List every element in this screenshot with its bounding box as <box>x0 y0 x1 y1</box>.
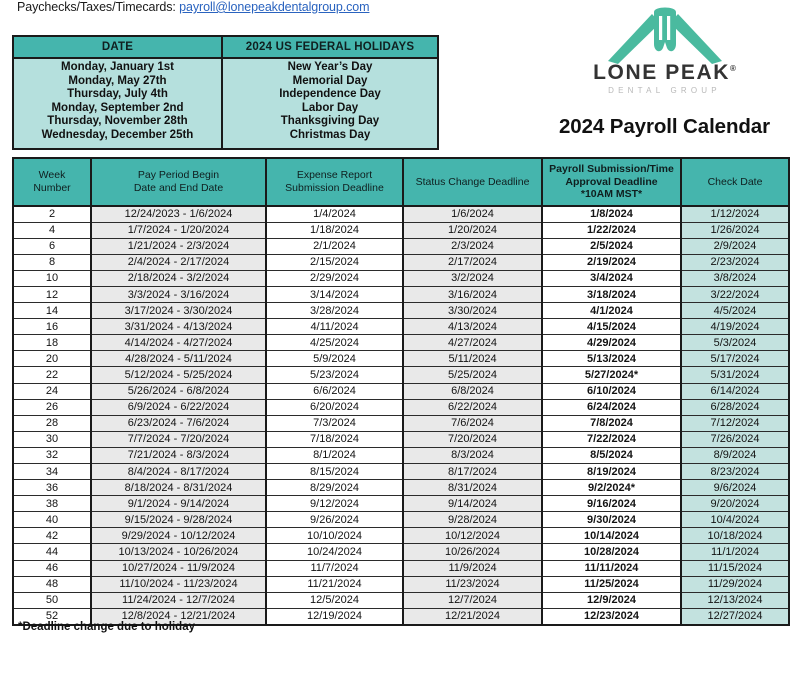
table-row <box>13 319 789 335</box>
cell-week-number: 50 <box>13 592 91 608</box>
cell-check-date: 5/3/2024 <box>681 335 789 351</box>
cell-expense-deadline: 9/12/2024 <box>266 496 403 512</box>
cell-payroll-submission-deadline: 6/24/2024 <box>542 399 681 415</box>
table-row <box>13 383 789 399</box>
cell-check-date: 11/29/2024 <box>681 576 789 592</box>
cell-week-number: 18 <box>13 335 91 351</box>
cell-payroll-submission-deadline: 5/27/2024* <box>542 367 681 383</box>
cell-status-change-deadline: 1/6/2024 <box>403 206 542 223</box>
cell-status-change-deadline: 9/14/2024 <box>403 496 542 512</box>
table-row <box>13 496 789 512</box>
cell-week-number: 4 <box>13 222 91 238</box>
cell-check-date: 1/12/2024 <box>681 206 789 223</box>
cell-expense-deadline: 12/5/2024 <box>266 592 403 608</box>
cell-pay-period: 12/8/2024 - 12/21/2024 <box>91 608 266 625</box>
cell-expense-deadline: 2/1/2024 <box>266 238 403 254</box>
cell-payroll-submission-deadline: 4/15/2024 <box>542 319 681 335</box>
payroll-email-link[interactable]: payroll@lonepeakdentalgroup.com <box>179 0 370 14</box>
table-row <box>13 399 789 415</box>
cell-expense-deadline: 4/11/2024 <box>266 319 403 335</box>
table-row <box>13 464 789 480</box>
cell-payroll-submission-deadline: 10/14/2024 <box>542 528 681 544</box>
holidays-body-row <box>13 58 438 149</box>
cell-week-number: 6 <box>13 238 91 254</box>
list-item: Thursday, November 28th <box>47 115 188 128</box>
cell-status-change-deadline: 6/8/2024 <box>403 383 542 399</box>
cell-week-number: 34 <box>13 464 91 480</box>
cell-payroll-submission-deadline: 10/28/2024 <box>542 544 681 560</box>
holidays-col-date-header: DATE <box>13 36 222 58</box>
cell-status-change-deadline: 10/12/2024 <box>403 528 542 544</box>
list-item: Monday, September 2nd <box>51 101 184 114</box>
cell-check-date: 12/13/2024 <box>681 592 789 608</box>
cell-week-number: 16 <box>13 319 91 335</box>
list-item: Wednesday, December 25th <box>41 128 194 141</box>
list-item: Memorial Day <box>292 74 368 87</box>
table-row <box>13 254 789 270</box>
cell-payroll-submission-deadline: 2/5/2024 <box>542 238 681 254</box>
cell-pay-period: 3/17/2024 - 3/30/2024 <box>91 303 266 319</box>
cell-check-date: 5/31/2024 <box>681 367 789 383</box>
cell-pay-period: 8/18/2024 - 8/31/2024 <box>91 480 266 496</box>
contact-label: Paychecks/Taxes/Timecards: <box>17 0 176 14</box>
cell-week-number: 46 <box>13 560 91 576</box>
cell-expense-deadline: 6/20/2024 <box>266 399 403 415</box>
lone-peak-mountain-tooth-logo-icon <box>604 4 726 64</box>
cell-check-date: 6/28/2024 <box>681 399 789 415</box>
cell-check-date: 8/23/2024 <box>681 464 789 480</box>
cell-week-number: 14 <box>13 303 91 319</box>
col-header-status-text: Status Change Deadline <box>415 175 530 188</box>
registered-mark-icon: ® <box>730 64 736 73</box>
table-row <box>13 576 789 592</box>
cell-payroll-submission-deadline: 9/2/2024* <box>542 480 681 496</box>
cell-week-number: 20 <box>13 351 91 367</box>
table-row <box>13 270 789 286</box>
col-header-week-line2: Number <box>33 181 71 194</box>
col-header-week-number <box>13 158 91 206</box>
table-row <box>13 351 789 367</box>
table-row <box>13 480 789 496</box>
cell-week-number: 44 <box>13 544 91 560</box>
table-row <box>13 447 789 463</box>
cell-check-date: 11/15/2024 <box>681 560 789 576</box>
cell-expense-deadline: 6/6/2024 <box>266 383 403 399</box>
cell-status-change-deadline: 10/26/2024 <box>403 544 542 560</box>
cell-status-change-deadline: 5/11/2024 <box>403 351 542 367</box>
logo-subtitle: DENTAL GROUP <box>608 86 721 95</box>
cell-check-date: 11/1/2024 <box>681 544 789 560</box>
cell-payroll-submission-deadline: 9/30/2024 <box>542 512 681 528</box>
cell-check-date: 3/22/2024 <box>681 286 789 302</box>
cell-payroll-submission-deadline: 7/8/2024 <box>542 415 681 431</box>
col-header-expense-line1: Expense Report <box>296 169 373 182</box>
cell-status-change-deadline: 5/25/2024 <box>403 367 542 383</box>
cell-pay-period: 3/3/2024 - 3/16/2024 <box>91 286 266 302</box>
cell-week-number: 32 <box>13 447 91 463</box>
cell-status-change-deadline: 8/17/2024 <box>403 464 542 480</box>
cell-status-change-deadline: 11/23/2024 <box>403 576 542 592</box>
cell-status-change-deadline: 4/13/2024 <box>403 319 542 335</box>
table-row <box>13 431 789 447</box>
col-header-payroll-submission <box>542 158 681 206</box>
holidays-header-row <box>13 36 438 58</box>
cell-pay-period: 1/7/2024 - 1/20/2024 <box>91 222 266 238</box>
cell-week-number: 42 <box>13 528 91 544</box>
cell-pay-period: 11/10/2024 - 11/23/2024 <box>91 576 266 592</box>
cell-expense-deadline: 1/18/2024 <box>266 222 403 238</box>
list-item: Christmas Day <box>289 128 371 141</box>
table-row <box>13 415 789 431</box>
cell-pay-period: 5/26/2024 - 6/8/2024 <box>91 383 266 399</box>
holiday-dates-cell <box>13 58 222 149</box>
cell-payroll-submission-deadline: 12/23/2024 <box>542 608 681 625</box>
cell-check-date: 2/9/2024 <box>681 238 789 254</box>
cell-week-number: 10 <box>13 270 91 286</box>
cell-payroll-submission-deadline: 11/11/2024 <box>542 560 681 576</box>
cell-expense-deadline: 2/15/2024 <box>266 254 403 270</box>
cell-check-date: 4/5/2024 <box>681 303 789 319</box>
payroll-calendar-table <box>12 157 790 626</box>
cell-week-number: 36 <box>13 480 91 496</box>
cell-payroll-submission-deadline: 6/10/2024 <box>542 383 681 399</box>
cell-expense-deadline: 2/29/2024 <box>266 270 403 286</box>
cell-pay-period: 10/13/2024 - 10/26/2024 <box>91 544 266 560</box>
cell-pay-period: 9/29/2024 - 10/12/2024 <box>91 528 266 544</box>
cell-payroll-submission-deadline: 3/4/2024 <box>542 270 681 286</box>
list-item: Labor Day <box>301 101 359 114</box>
cell-check-date: 5/17/2024 <box>681 351 789 367</box>
cell-pay-period: 4/28/2024 - 5/11/2024 <box>91 351 266 367</box>
list-item: Thanksgiving Day <box>280 115 380 128</box>
list-item: Monday, May 27th <box>68 74 167 87</box>
col-header-week-line1: Week <box>38 169 66 182</box>
cell-pay-period: 2/18/2024 - 3/2/2024 <box>91 270 266 286</box>
cell-status-change-deadline: 2/3/2024 <box>403 238 542 254</box>
cell-status-change-deadline: 4/27/2024 <box>403 335 542 351</box>
list-item: New Year’s Day <box>287 61 373 73</box>
table-row <box>13 335 789 351</box>
cell-pay-period: 9/15/2024 - 9/28/2024 <box>91 512 266 528</box>
cell-pay-period: 6/9/2024 - 6/22/2024 <box>91 399 266 415</box>
cell-expense-deadline: 8/1/2024 <box>266 447 403 463</box>
table-row <box>13 512 789 528</box>
cell-status-change-deadline: 2/17/2024 <box>403 254 542 270</box>
cell-week-number: 8 <box>13 254 91 270</box>
cell-payroll-submission-deadline: 7/22/2024 <box>542 431 681 447</box>
cell-pay-period: 2/4/2024 - 2/17/2024 <box>91 254 266 270</box>
cell-status-change-deadline: 12/21/2024 <box>403 608 542 625</box>
cell-status-change-deadline: 3/16/2024 <box>403 286 542 302</box>
cell-status-change-deadline: 3/2/2024 <box>403 270 542 286</box>
cell-week-number: 22 <box>13 367 91 383</box>
cell-week-number: 2 <box>13 206 91 223</box>
cell-payroll-submission-deadline: 11/25/2024 <box>542 576 681 592</box>
cell-week-number: 24 <box>13 383 91 399</box>
cell-expense-deadline: 9/26/2024 <box>266 512 403 528</box>
cell-expense-deadline: 8/29/2024 <box>266 480 403 496</box>
cell-check-date: 4/19/2024 <box>681 319 789 335</box>
cell-check-date: 10/4/2024 <box>681 512 789 528</box>
cell-pay-period: 6/23/2024 - 7/6/2024 <box>91 415 266 431</box>
cell-expense-deadline: 7/3/2024 <box>266 415 403 431</box>
col-header-status-change <box>403 158 542 206</box>
cell-week-number: 12 <box>13 286 91 302</box>
cell-payroll-submission-deadline: 1/22/2024 <box>542 222 681 238</box>
cell-check-date: 2/23/2024 <box>681 254 789 270</box>
cell-check-date: 7/26/2024 <box>681 431 789 447</box>
cell-check-date: 3/8/2024 <box>681 270 789 286</box>
cell-pay-period: 7/21/2024 - 8/3/2024 <box>91 447 266 463</box>
cell-expense-deadline: 5/23/2024 <box>266 367 403 383</box>
holiday-names-cell <box>222 58 438 149</box>
cell-pay-period: 9/1/2024 - 9/14/2024 <box>91 496 266 512</box>
cell-pay-period: 7/7/2024 - 7/20/2024 <box>91 431 266 447</box>
payroll-header-row <box>13 158 789 206</box>
col-header-payperiod-line2: Date and End Date <box>133 181 224 194</box>
cell-expense-deadline: 11/21/2024 <box>266 576 403 592</box>
cell-status-change-deadline: 1/20/2024 <box>403 222 542 238</box>
list-item: Independence Day <box>279 88 381 101</box>
footnote-deadline-change: *Deadline change due to holiday <box>18 621 196 633</box>
cell-pay-period: 12/24/2023 - 1/6/2024 <box>91 206 266 223</box>
cell-status-change-deadline: 11/9/2024 <box>403 560 542 576</box>
cell-pay-period: 4/14/2024 - 4/27/2024 <box>91 335 266 351</box>
cell-week-number: 38 <box>13 496 91 512</box>
cell-payroll-submission-deadline: 8/19/2024 <box>542 464 681 480</box>
cell-status-change-deadline: 7/6/2024 <box>403 415 542 431</box>
cell-status-change-deadline: 9/28/2024 <box>403 512 542 528</box>
cell-expense-deadline: 3/14/2024 <box>266 286 403 302</box>
cell-payroll-submission-deadline: 3/18/2024 <box>542 286 681 302</box>
cell-expense-deadline: 7/18/2024 <box>266 431 403 447</box>
holiday-names-list <box>225 61 435 143</box>
cell-pay-period: 1/21/2024 - 2/3/2024 <box>91 238 266 254</box>
logo-wordmark <box>537 62 792 83</box>
table-row <box>13 222 789 238</box>
cell-payroll-submission-deadline: 2/19/2024 <box>542 254 681 270</box>
cell-expense-deadline: 11/7/2024 <box>266 560 403 576</box>
payroll-table-body <box>13 206 789 625</box>
col-header-payroll-line1: Payroll Submission/Time <box>549 163 674 175</box>
logo-wordmark-text: LONE PEAK <box>593 61 730 84</box>
cell-check-date: 7/12/2024 <box>681 415 789 431</box>
holiday-dates-list <box>16 61 219 143</box>
cell-pay-period: 5/12/2024 - 5/25/2024 <box>91 367 266 383</box>
list-item: Monday, January 1st <box>61 61 174 73</box>
cell-status-change-deadline: 8/31/2024 <box>403 480 542 496</box>
cell-expense-deadline: 5/9/2024 <box>266 351 403 367</box>
cell-expense-deadline: 10/24/2024 <box>266 544 403 560</box>
table-row <box>13 544 789 560</box>
cell-payroll-submission-deadline: 5/13/2024 <box>542 351 681 367</box>
cell-week-number: 48 <box>13 576 91 592</box>
cell-check-date: 9/20/2024 <box>681 496 789 512</box>
cell-pay-period: 11/24/2024 - 12/7/2024 <box>91 592 266 608</box>
cell-expense-deadline: 4/25/2024 <box>266 335 403 351</box>
cell-payroll-submission-deadline: 4/1/2024 <box>542 303 681 319</box>
col-header-payroll-line2: Approval Deadline <box>565 175 658 188</box>
cell-status-change-deadline: 3/30/2024 <box>403 303 542 319</box>
cell-payroll-submission-deadline: 8/5/2024 <box>542 447 681 463</box>
table-row <box>13 367 789 383</box>
table-row <box>13 592 789 608</box>
col-header-payperiod-line1: Pay Period Begin <box>137 169 220 182</box>
cell-week-number: 28 <box>13 415 91 431</box>
cell-week-number: 26 <box>13 399 91 415</box>
col-header-check-text: Check Date <box>707 175 763 188</box>
col-header-pay-period <box>91 158 266 206</box>
cell-week-number: 30 <box>13 431 91 447</box>
table-row <box>13 560 789 576</box>
cell-pay-period: 8/4/2024 - 8/17/2024 <box>91 464 266 480</box>
cell-week-number: 40 <box>13 512 91 528</box>
table-row <box>13 286 789 302</box>
cell-week-number: 52 <box>13 608 91 625</box>
cell-pay-period: 3/31/2024 - 4/13/2024 <box>91 319 266 335</box>
cell-status-change-deadline: 7/20/2024 <box>403 431 542 447</box>
table-row <box>13 528 789 544</box>
cell-expense-deadline: 12/19/2024 <box>266 608 403 625</box>
cell-status-change-deadline: 6/22/2024 <box>403 399 542 415</box>
cell-expense-deadline: 10/10/2024 <box>266 528 403 544</box>
cell-check-date: 1/26/2024 <box>681 222 789 238</box>
page-title: 2024 Payroll Calendar <box>559 115 770 138</box>
cell-expense-deadline: 8/15/2024 <box>266 464 403 480</box>
cell-status-change-deadline: 12/7/2024 <box>403 592 542 608</box>
contact-line <box>17 0 369 14</box>
cell-check-date: 12/27/2024 <box>681 608 789 625</box>
cell-check-date: 9/6/2024 <box>681 480 789 496</box>
cell-payroll-submission-deadline: 4/29/2024 <box>542 335 681 351</box>
list-item: Thursday, July 4th <box>67 88 168 101</box>
cell-check-date: 8/9/2024 <box>681 447 789 463</box>
col-header-payroll-line3: *10AM MST* <box>580 188 643 200</box>
cell-expense-deadline: 3/28/2024 <box>266 303 403 319</box>
cell-status-change-deadline: 8/3/2024 <box>403 447 542 463</box>
cell-payroll-submission-deadline: 9/16/2024 <box>542 496 681 512</box>
cell-payroll-submission-deadline: 1/8/2024 <box>542 206 681 223</box>
table-row <box>13 238 789 254</box>
table-row <box>13 206 789 223</box>
brand-block <box>537 4 792 139</box>
table-row <box>13 303 789 319</box>
col-header-expense-line2: Submission Deadline <box>285 181 384 194</box>
col-header-expense-report <box>266 158 403 206</box>
cell-check-date: 10/18/2024 <box>681 528 789 544</box>
cell-check-date: 6/14/2024 <box>681 383 789 399</box>
federal-holidays-table <box>12 35 439 150</box>
cell-expense-deadline: 1/4/2024 <box>266 206 403 223</box>
cell-pay-period: 10/27/2024 - 11/9/2024 <box>91 560 266 576</box>
col-header-check-date <box>681 158 789 206</box>
cell-payroll-submission-deadline: 12/9/2024 <box>542 592 681 608</box>
holidays-col-name-header: 2024 US FEDERAL HOLIDAYS <box>222 36 438 58</box>
